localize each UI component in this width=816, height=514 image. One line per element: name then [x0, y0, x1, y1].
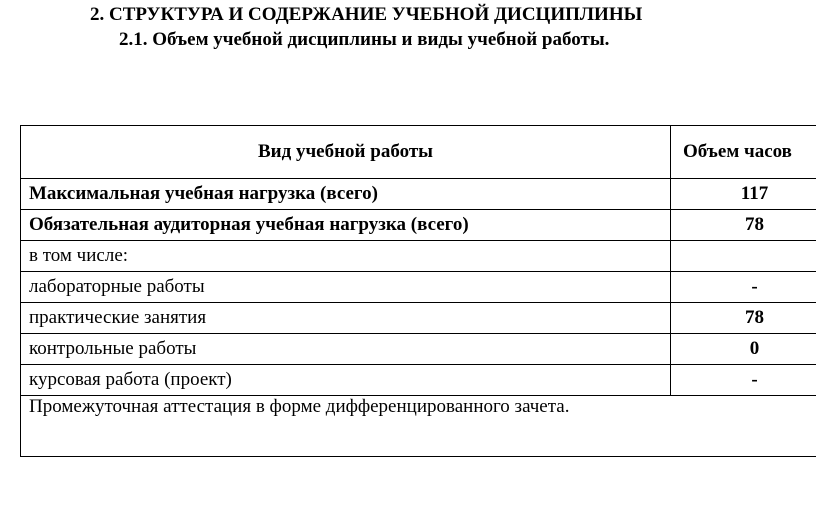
row-label-including: в том числе: — [21, 241, 671, 272]
row-value-course-project: - — [671, 365, 816, 396]
table-header-row — [21, 126, 816, 179]
row-label-max-load: Максимальная учебная нагрузка (всего) — [21, 179, 671, 210]
row-label-control-work: контрольные работы — [21, 334, 671, 365]
table-footer-row — [21, 396, 816, 457]
table-row — [21, 334, 816, 365]
row-label-lab-work: лабораторные работы — [21, 272, 671, 303]
row-value-including — [671, 241, 816, 272]
row-value-control-work: 0 — [671, 334, 816, 365]
row-label-practical: практические занятия — [21, 303, 671, 334]
table-row — [21, 241, 816, 272]
attestation-note: Промежуточная аттестация в форме дифференцированного зачета. — [21, 396, 816, 457]
section-subtitle: 2.1. Объем учебной дисциплины и виды учебной работы. — [119, 29, 610, 50]
table-row — [21, 272, 816, 303]
workload-table — [20, 125, 816, 457]
row-value-practical: 78 — [671, 303, 816, 334]
table-row — [21, 303, 816, 334]
row-label-course-project: курсовая работа (проект) — [21, 365, 671, 396]
row-label-mandatory-load: Обязательная аудиторная учебная нагрузка (всего) — [21, 210, 671, 241]
table-row — [21, 365, 816, 396]
column-header-hours: Объем часов — [671, 126, 816, 179]
row-value-lab-work: - — [671, 272, 816, 303]
table-row — [21, 179, 816, 210]
row-value-mandatory-load: 78 — [671, 210, 816, 241]
row-value-max-load: 117 — [671, 179, 816, 210]
section-title: 2. СТРУКТУРА И СОДЕРЖАНИЕ УЧЕБНОЙ ДИСЦИПЛИНЫ — [90, 4, 643, 25]
table-row — [21, 210, 816, 241]
column-header-work-type: Вид учебной работы — [21, 126, 671, 179]
